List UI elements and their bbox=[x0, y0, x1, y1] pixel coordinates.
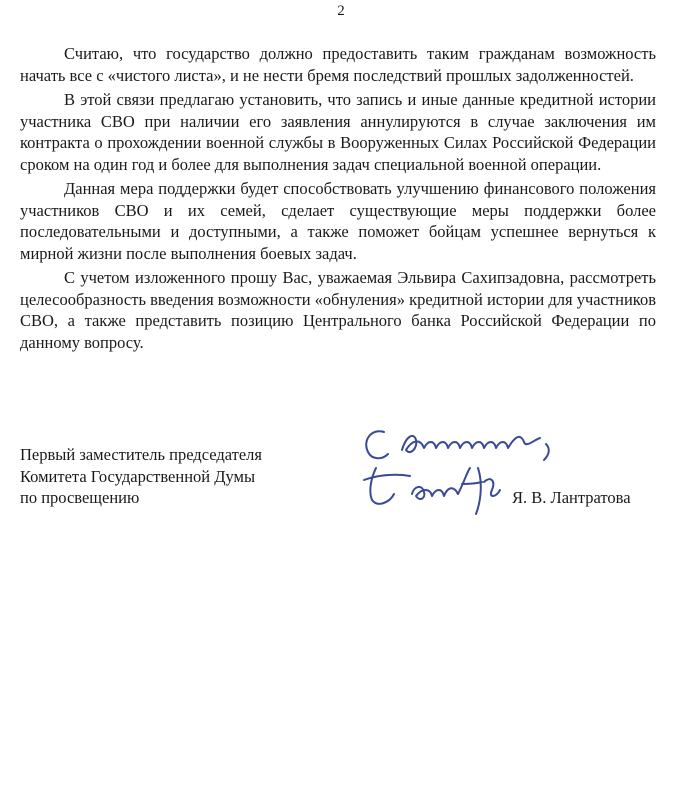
signer-position-line-3: по просвещению bbox=[20, 488, 140, 507]
paragraph-1: Считаю, что государство должно предоставить таким гражданам возможность начать все с «чистого листа», и не нести бремя последствий прошлых задолженностей. bbox=[20, 44, 656, 85]
paragraph-3: Данная мера поддержки будет способствовать улучшению финансового положения участников СВО и их семей, сделает существующие меры поддержки более последовательными и доступными, а также поможет бойцам успешнее вернуться к мирной жизни после выполнения боевых задач. bbox=[20, 179, 656, 263]
paragraph-4: С учетом изложенного прошу Вас, уважаемая Эльвира Сахипзадовна, рассмотреть целесообразность введения возможности «обнуления» кредитной истории для участников СВО, а также представить позицию Центрального банка Российской Федерации по данному вопросу. bbox=[20, 268, 656, 352]
paragraph-2: В этой связи предлагаю установить, что запись и иные данные кредитной истории участника СВО при наличии его заявления аннулируются в случае заключения им контракта о прохождении военной службы в Вооруженных Силах Российской Федерации сроком на один год и более для выполнения задач специальной военной операции. bbox=[20, 90, 656, 174]
signer-name: Я. В. Лантратова bbox=[512, 488, 631, 507]
signer-position-line-2: Комитета Государственной Думы bbox=[20, 466, 256, 486]
signer-position-line-1: Первый заместитель председателя bbox=[20, 445, 262, 464]
page-number: 2 bbox=[337, 3, 345, 19]
signer-position bbox=[20, 444, 262, 509]
handwritten-signature-icon bbox=[350, 410, 590, 530]
letter-body bbox=[20, 43, 656, 356]
